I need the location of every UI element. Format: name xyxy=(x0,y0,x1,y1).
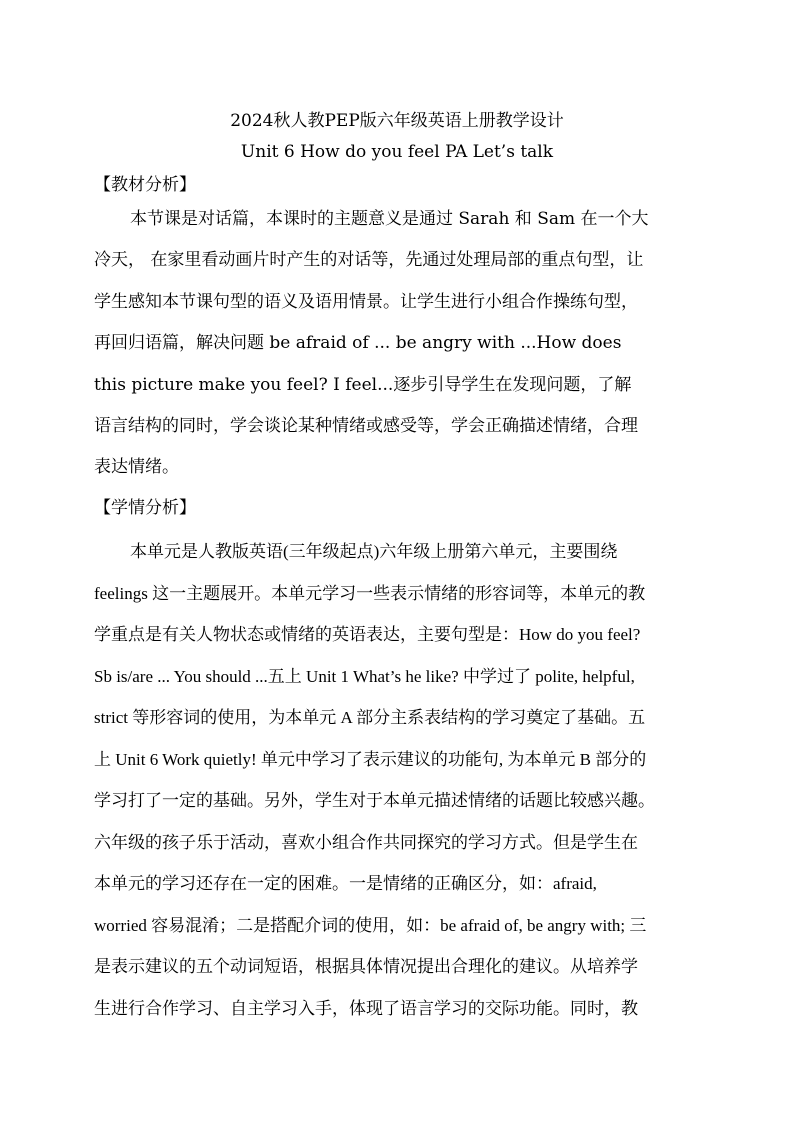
section1-line: 冷天， 在家里看动画片时产生的对话等，先通过处理局部的重点句型，让 xyxy=(94,250,644,270)
section1-line: 再回归语篇，解决问题 be afraid of ... be angry with ...How does xyxy=(94,333,622,353)
section-heading-textbook-analysis: 【教材分析】 xyxy=(94,175,196,195)
section2-line: Sb is/are ... You should ...五上 Unit 1 What’s he like? 中学过了 polite, helpful, xyxy=(94,667,635,686)
section1-line: 语言结构的同时，学会谈论某种情绪或感受等，学会正确描述情绪，合理 xyxy=(94,416,638,436)
section2-line: 本单元的学习还存在一定的困难。一是情绪的正确区分，如：afraid, xyxy=(94,874,597,893)
section2-line: feelings 这一主题展开。本单元学习一些表示情绪的形容词等，本单元的教 xyxy=(94,584,646,603)
document-subtitle: Unit 6 How do you feel PA Let’s talk xyxy=(240,142,554,162)
section-heading-learner-analysis: 【学情分析】 xyxy=(94,498,196,518)
section1-line: this picture make you feel? I feel...逐步引导学生在发现问题，了解 xyxy=(94,375,632,395)
section2-line: 是表示建议的五个动词短语，根据具体情况提出合理化的建议。从培养学 xyxy=(94,957,638,976)
section1-line: 表达情绪。 xyxy=(94,457,179,477)
section1-line: 本节课是对话篇，本课时的主题意义是通过 Sarah 和 Sam 在一个大 xyxy=(130,209,649,229)
section2-line: 本单元是人教版英语(三年级起点)六年级上册第六单元，主要围绕 xyxy=(130,542,618,561)
section1-line: 学生感知本节课句型的语义及语用情景。让学生进行小组合作操练句型， xyxy=(94,292,638,312)
section2-line: 学习打了一定的基础。另外，学生对于本单元描述情绪的话题比较感兴趣。 xyxy=(94,791,655,810)
section2-line: 六年级的孩子乐于活动，喜欢小组合作共同探究的学习方式。但是学生在 xyxy=(94,833,638,852)
section2-line: 学重点是有关人物状态或情绪的英语表达，主要句型是：How do you feel? xyxy=(94,625,641,644)
section2-line: 上 Unit 6 Work quietly! 单元中学习了表示建议的功能句, 为本单元 B 部分的 xyxy=(94,750,647,769)
section2-line: strict 等形容词的使用，为本单元 A 部分主系表结构的学习奠定了基础。五 xyxy=(94,708,646,727)
section2-line: worried 容易混淆；二是搭配介词的使用，如：be afraid of, be angry with; 三 xyxy=(94,916,647,935)
section2-line: 生进行合作学习、自主学习入手，体现了语言学习的交际功能。同时，教 xyxy=(94,999,638,1018)
document-title: 2024秋人教PEP版六年级英语上册教学设计 xyxy=(230,111,564,131)
